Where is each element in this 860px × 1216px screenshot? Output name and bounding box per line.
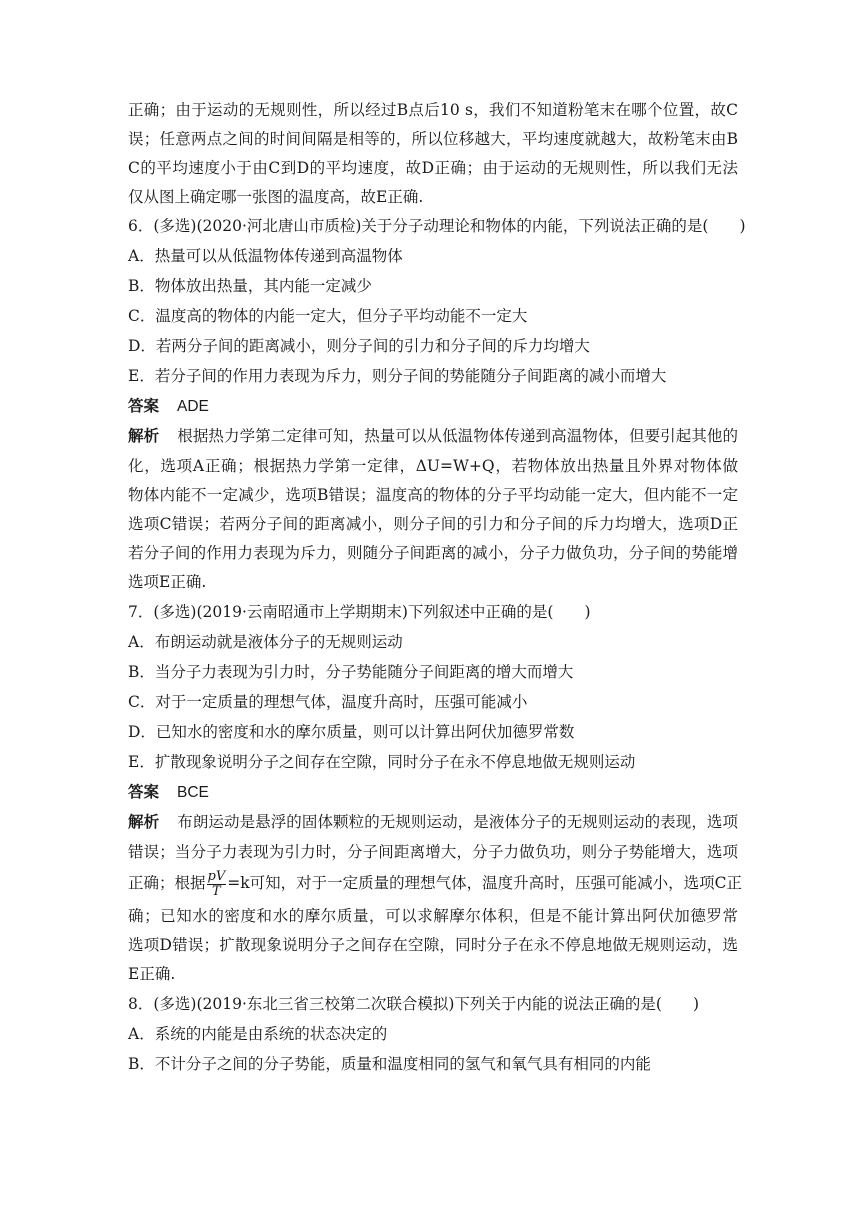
q8-option-b: B．不计分子之间的分子势能，质量和温度相同的氢气和氧气具有相同的内能 [128,1055,651,1073]
analysis-text: 布朗运动是悬浮的固体颗粒的无规则运动，是液体分子的无规则运动的表现，选项 [177,813,738,831]
q7-analysis-formula-line [128,868,742,898]
q6-option-e: E．若分子间的作用力表现为斥力，则分子间的势能随分子间距离的减小而增大 [128,367,667,385]
fraction-numerator: pV [207,868,226,884]
question-6-stem: 6．(多选)(2020·河北唐山市质检)关于分子动理论和物体的内能，下列说法正确的是( ) [128,217,746,235]
q6-answer-row [128,396,209,416]
analysis-text: 根据热力学第二定律可知，热量可以从低温物体传递到高温物体，但要引起其他的 [177,427,738,445]
q6-analysis-line: 若分子间的作用力表现为斥力，则随分子间距离的减小，分子力做负功，分子间的势能增 [128,544,738,562]
answer-label: 答案 [128,783,160,801]
analysis-text: =k可知，对于一定质量的理想气体，温度升高时，压强可能减小，选项C正 [227,874,742,892]
intro-line: 误；任意两点之间的时间间隔是相等的，所以位移越大，平均速度就越大，故粉笔末由B [128,130,738,148]
q6-analysis-line: 选项C错误；若两分子间的距离减小，则分子间的引力和分子间的斥力均增大，选项D正 [128,515,738,533]
fraction-denominator: T [212,883,221,899]
q7-analysis-line: 确；已知水的密度和水的摩尔质量，可以求解摩尔体积，但是不能计算出阿伏加德罗常 [128,907,738,925]
analysis-label: 解析 [128,813,160,831]
answer-value: BCE [177,784,209,801]
q7-analysis-line: 选项D错误；扩散现象说明分子之间存在空隙，同时分子在永不停息地做无规则运动，选 [128,936,738,954]
q7-option-d: D．已知水的密度和水的摩尔质量，则可以计算出阿伏加德罗常数 [128,723,575,741]
answer-value: ADE [177,398,209,415]
q6-option-c: C．温度高的物体的内能一定大，但分子平均动能不一定大 [128,307,528,325]
analysis-text: 正确；根据 [128,874,206,892]
q6-option-a: A．热量可以从低温物体传递到高温物体 [128,247,403,265]
q7-analysis-line [128,812,738,832]
q6-analysis-line [128,426,738,446]
q7-option-c: C．对于一定质量的理想气体，温度升高时，压强可能减小 [128,693,528,711]
q7-analysis-line: 错误；当分子力表现为引力时，分子间距离增大，分子力做负功，则分子势能增大，选项 [128,843,738,861]
q6-analysis-line: 化，选项A正确；根据热力学第一定律，ΔU=W+Q，若物体放出热量且外界对物体做 [128,457,738,475]
q6-option-b: B．物体放出热量，其内能一定减少 [128,277,372,295]
q7-option-e: E．扩散现象说明分子之间存在空隙，同时分子在永不停息地做无规则运动 [128,753,636,771]
question-8-stem: 8．(多选)(2019·东北三省三校第二次联合模拟)下列关于内能的说法正确的是( ) [128,995,700,1013]
intro-line: C的平均速度小于由C到D的平均速度，故D正确；由于运动的无规则性，所以我们无法 [128,159,738,177]
q6-analysis-line: 选项E正确. [128,573,207,591]
q7-option-a: A．布朗运动就是液体分子的无规则运动 [128,633,403,651]
q8-option-a: A．系统的内能是由系统的状态决定的 [128,1025,388,1043]
q6-option-d: D．若两分子间的距离减小，则分子间的引力和分子间的斥力均增大 [128,337,590,355]
q7-answer-row [128,782,209,802]
pv-over-t-fraction [207,870,227,899]
q7-option-b: B．当分子力表现为引力时，分子势能随分子间距离的增大而增大 [128,663,574,681]
analysis-label: 解析 [128,427,160,445]
intro-line: 仅从图上确定哪一张图的温度高，故E正确. [128,188,424,206]
question-7-stem: 7．(多选)(2019·云南昭通市上学期期末)下列叙述中正确的是( ) [128,603,591,621]
q7-analysis-line: E正确. [128,965,176,983]
answer-label: 答案 [128,397,160,415]
intro-line: 正确；由于运动的无规则性，所以经过B点后10 s，我们不知道粉笔末在哪个位置，故C [128,101,738,119]
q6-analysis-line: 物体内能不一定减少，选项B错误；温度高的物体的分子平均动能一定大，但内能不一定 [128,486,738,504]
